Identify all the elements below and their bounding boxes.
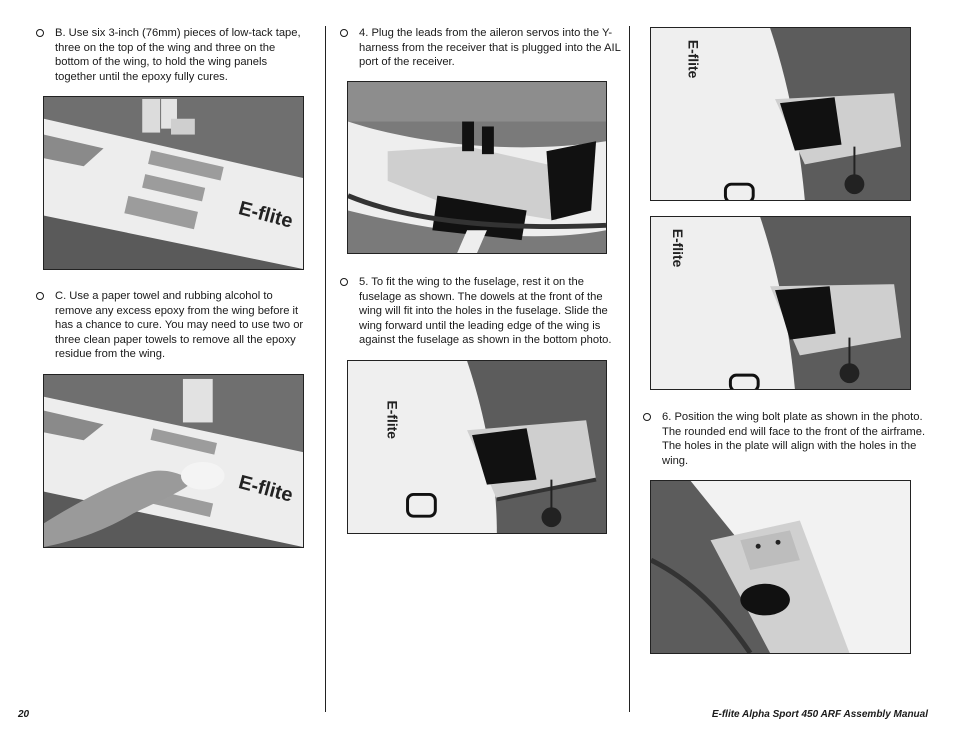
photo-wing-cleaning [43,374,304,548]
svg-text:E-flite: E-flite [236,197,296,233]
checkbox-circle-icon[interactable] [340,29,348,37]
checkbox-circle-icon[interactable] [36,292,44,300]
step-b-text: B. Use six 3-inch (76mm) pieces of low-tack tape, three on the top of the wing and three on the bottom of the wing, to hold the wing panels together until the epoxy fully cures. [55,27,301,83]
svg-text:E-flite: E-flite [669,228,686,268]
photo-wing-taped [43,96,304,270]
step-6 [662,410,928,468]
photo-wing-on-fuselage [347,360,607,534]
column-divider-2 [629,26,630,712]
page-number: 20 [18,709,30,720]
step-4-text: 4. Plug the leads from the aileron servos into the Y-harness from the receiver that is plugged into the AIL port of the receiver. [359,27,621,69]
photo-servo-leads [347,81,607,254]
svg-text:E-flite: E-flite [384,400,401,439]
column-divider-1 [325,26,326,712]
manual-title: E-flite Alpha Sport 450 ARF Assembly Manual [711,709,928,720]
step-6-text: 6. Position the wing bolt plate as shown in the photo. The rounded end will face to the front of the airframe. The holes in the plate will align with the holes in the wing. [662,411,926,467]
step-5-text: 5. To fit the wing to the fuselage, rest it on the fuselage as shown. The dowels at the front of the wing will fit into the holes in the fuselage. Slide the wing forward until the leading edge of the wing is against the fuselage as shown in the bottom photo. [359,276,612,347]
step-4 [359,26,621,70]
step-5 [359,275,621,348]
checkbox-circle-icon[interactable] [36,29,44,37]
step-b [55,26,307,84]
photo-wing-seated [650,216,911,390]
step-c-text: C. Use a paper towel and rubbing alcohol to remove any excess epoxy from the wing before it has a chance to cure. You may need to use two or three clean paper towels to remove all the epoxy residue from the wing. [55,290,304,361]
photo-wing-bolt-plate [650,480,911,654]
checkbox-circle-icon[interactable] [340,278,348,286]
photo-wing-resting [650,27,911,201]
checkbox-circle-icon[interactable] [643,413,651,421]
svg-text:E-flite: E-flite [236,471,296,507]
svg-text:E-flite: E-flite [685,39,702,79]
step-c [55,289,313,362]
